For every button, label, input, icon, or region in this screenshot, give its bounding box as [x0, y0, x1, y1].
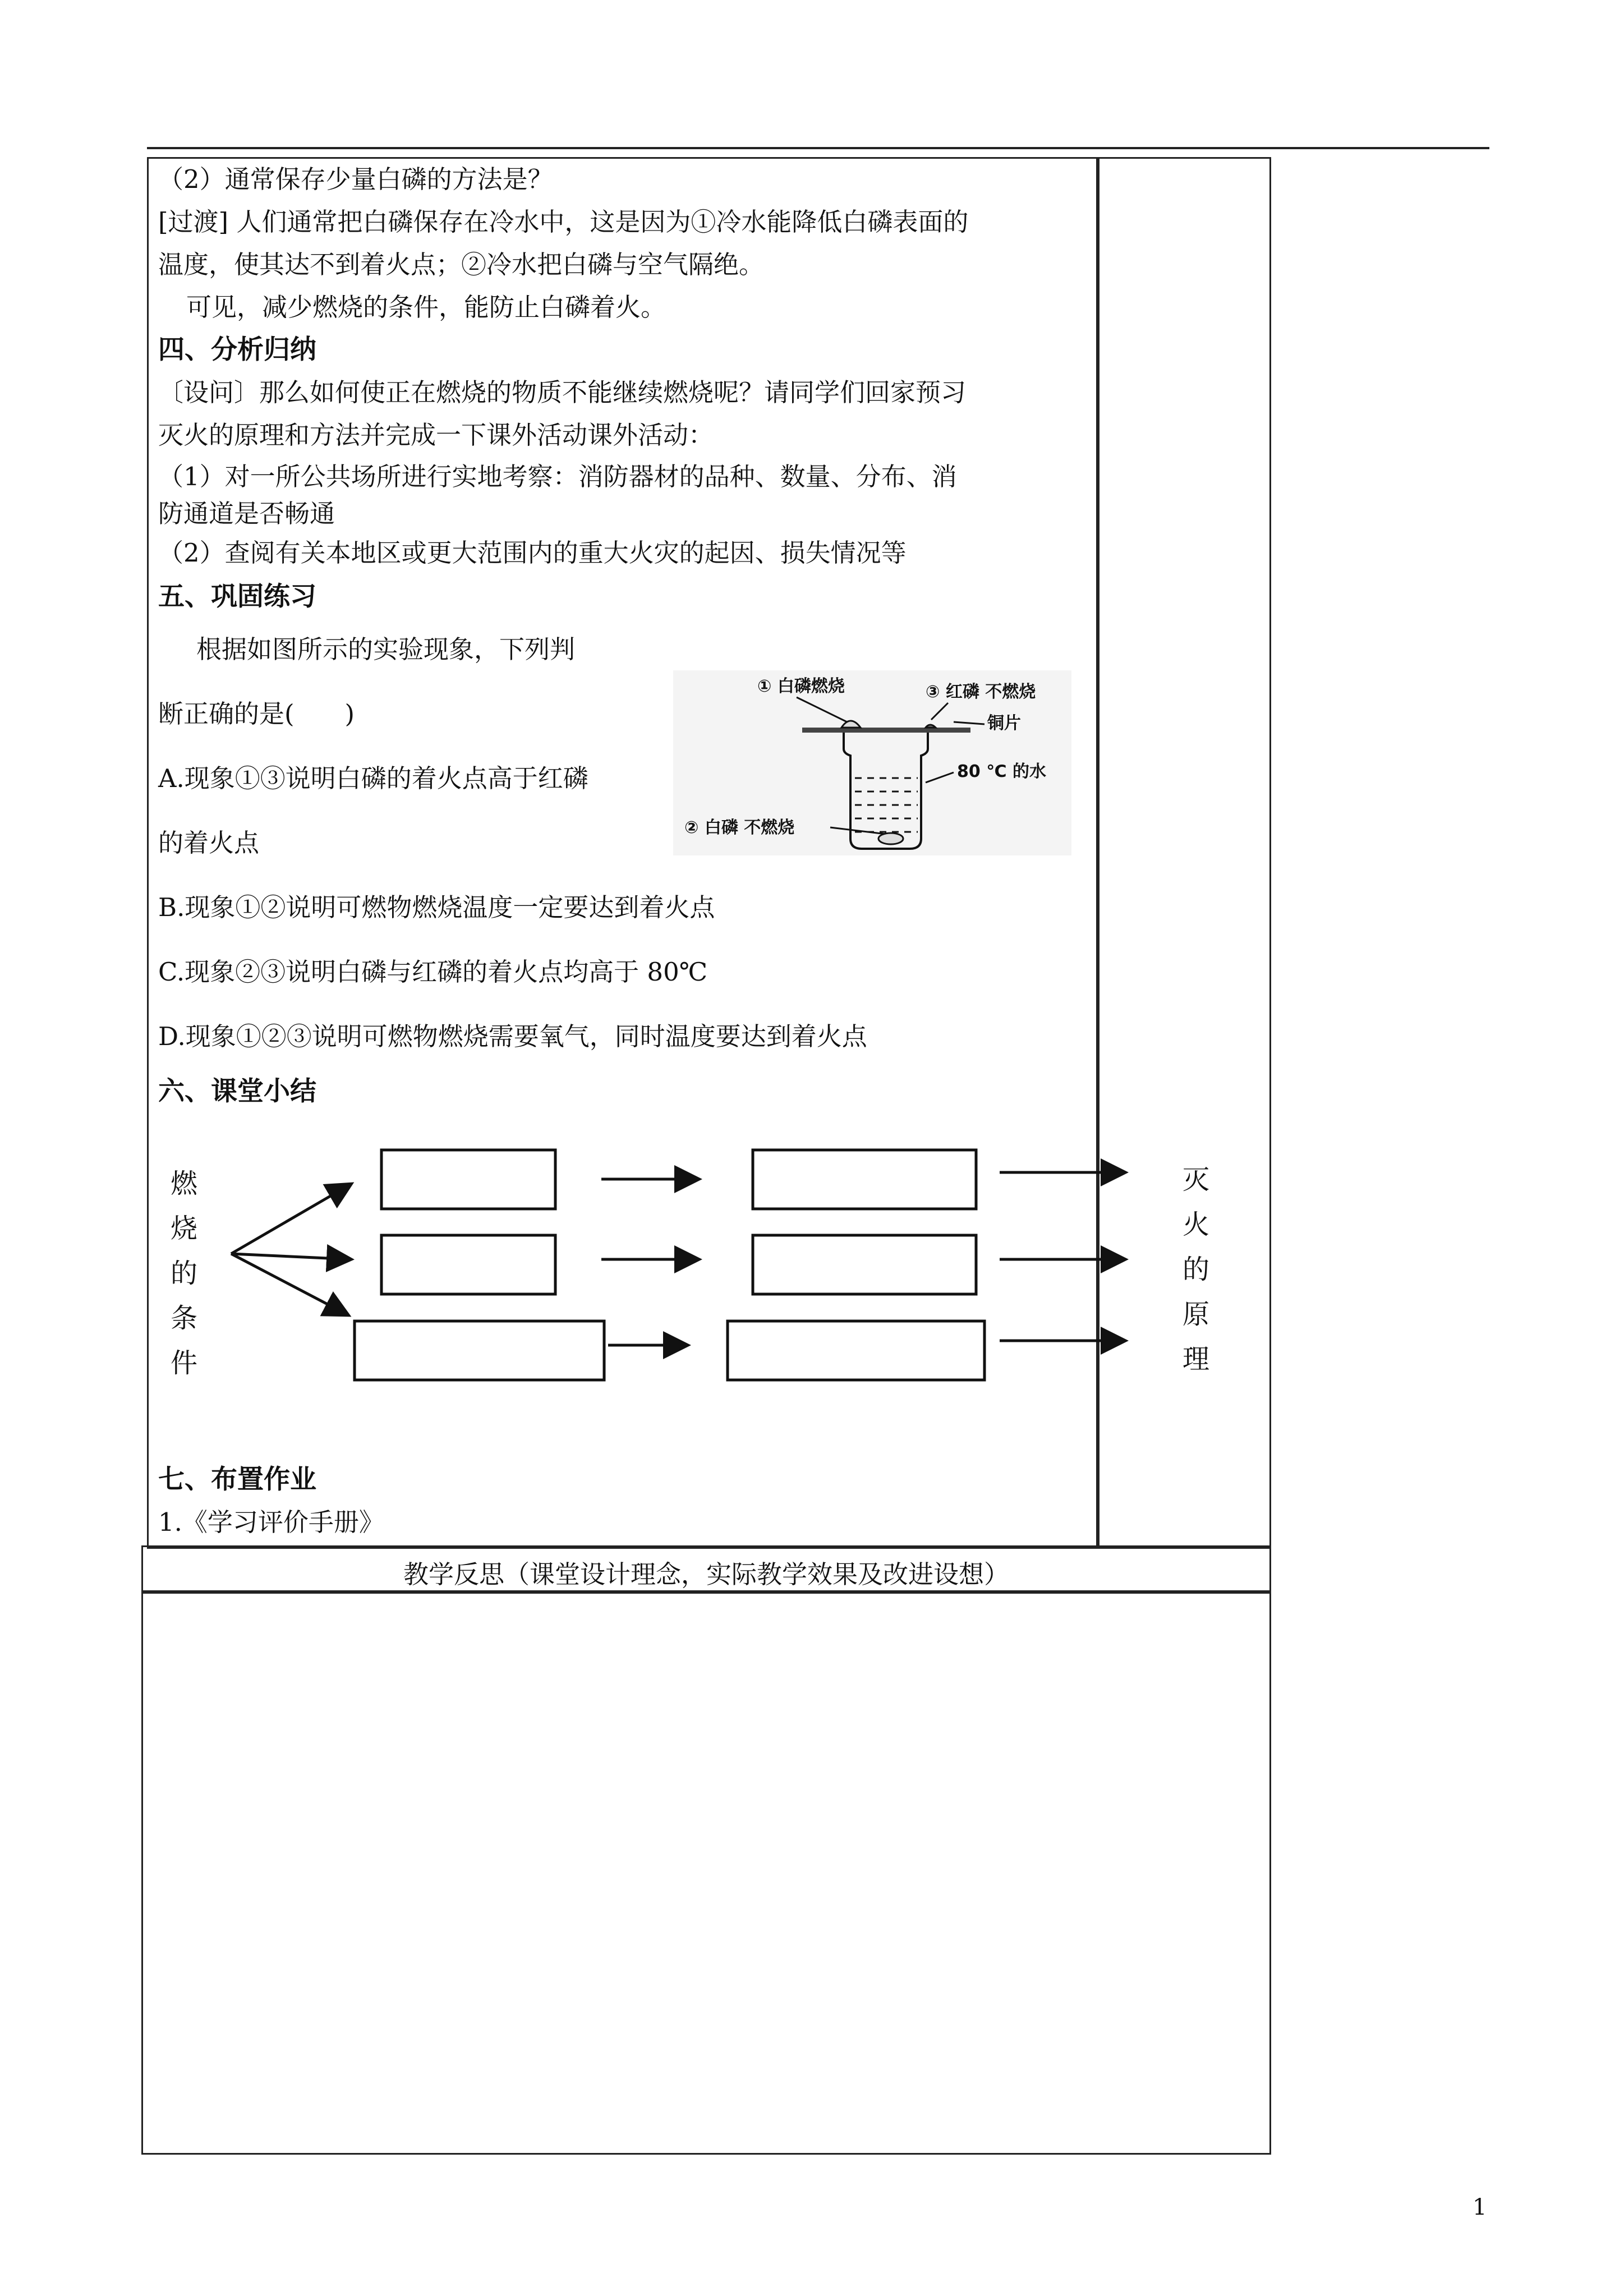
transition-line-1: [过渡] 人们通常把白磷保存在冷水中，这是因为①冷水能降低白磷表面的	[158, 207, 969, 237]
right-char: 火	[1182, 1209, 1209, 1240]
reflection-body	[141, 1590, 1271, 2155]
option-a-line-2: 的着火点	[158, 828, 260, 858]
white-phosphorus-underwater	[878, 833, 903, 844]
option-a-line-1: A.现象①③说明白磷的着火点高于红磷	[158, 763, 588, 793]
label-water: 80 ℃ 的水	[957, 762, 1046, 781]
experiment-diagram	[673, 670, 1071, 855]
section-5-title: 五、巩固练习	[158, 581, 316, 612]
question-2: （2）通常保存少量白磷的方法是？	[158, 164, 553, 194]
label-phenomenon-1: ① 白磷燃烧	[757, 677, 845, 696]
label-copper: 铜片	[987, 714, 1021, 733]
branch-arrow-3	[231, 1254, 349, 1315]
method-box-3	[728, 1321, 984, 1380]
page-number: 1	[1473, 2194, 1487, 2220]
left-char: 燃	[170, 1168, 197, 1199]
question-stem-line-1: 根据如图所示的实验现象，下列判	[196, 634, 576, 664]
header-rule	[147, 147, 1489, 149]
right-char: 灭	[1182, 1164, 1209, 1195]
homework-item-1: 1.《学习评价手册》	[158, 1507, 384, 1537]
left-char: 烧	[170, 1213, 197, 1244]
left-char: 条	[170, 1303, 197, 1334]
activity-1-line-2: 防通道是否畅通	[158, 499, 335, 528]
method-box-2	[753, 1235, 976, 1294]
experiment-figure	[673, 670, 1071, 855]
option-b: B.现象①②说明可燃物燃烧温度一定要达到着火点	[158, 892, 715, 922]
option-d: D.现象①②③说明可燃物燃烧需要氧气，同时温度要达到着火点	[158, 1022, 867, 1051]
summary-diagram	[147, 1116, 1190, 1408]
left-char: 的	[170, 1258, 197, 1289]
reflection-header	[141, 1545, 1271, 1594]
right-char: 理	[1182, 1343, 1209, 1375]
reflection-title: 教学反思（课堂设计理念，实际教学效果及改进设想）	[403, 1559, 1009, 1589]
condition-box-3	[355, 1321, 604, 1380]
option-c: C.现象②③说明白磷与红磷的着火点均高于 80℃	[158, 957, 708, 987]
copper-sheet	[802, 728, 970, 733]
question-stem-line-2: 断正确的是( )	[158, 699, 355, 729]
label-phenomenon-3: ③ 红磷 不燃烧	[926, 682, 1036, 702]
activity-1-line-1: （1）对一所公共场所进行实地考察：消防器材的品种、数量、分布、消	[158, 462, 957, 491]
label-phenomenon-2: ② 白磷 不燃烧	[684, 818, 795, 838]
extinguishing-principle-label	[1179, 1157, 1213, 1382]
branch-arrow-1	[231, 1184, 352, 1254]
section-6-title: 六、课堂小结	[158, 1076, 316, 1107]
left-char: 件	[170, 1347, 197, 1379]
section-7-title: 七、布置作业	[158, 1464, 316, 1495]
branch-arrow-2	[231, 1254, 352, 1259]
transition-line-2: 温度，使其达不到着火点；②冷水把白磷与空气隔绝。	[158, 250, 765, 279]
conclusion: 可见，减少燃烧的条件，能防止白磷着火。	[186, 292, 666, 322]
condition-box-1	[381, 1150, 555, 1209]
right-char: 原	[1182, 1299, 1209, 1330]
method-box-1	[753, 1150, 976, 1209]
section-4-question-line-1: 〔设问〕那么如何使正在燃烧的物质不能继续燃烧呢？请同学们回家预习	[158, 378, 967, 407]
section-4-question-line-2: 灭火的原理和方法并完成一下课外活动课外活动：	[158, 420, 714, 450]
activity-2: （2）查阅有关本地区或更大范围内的重大火灾的起因、损失情况等	[158, 538, 907, 568]
condition-box-2	[381, 1235, 555, 1294]
section-4-title: 四、分析归纳	[158, 334, 316, 365]
right-char: 的	[1182, 1254, 1209, 1285]
